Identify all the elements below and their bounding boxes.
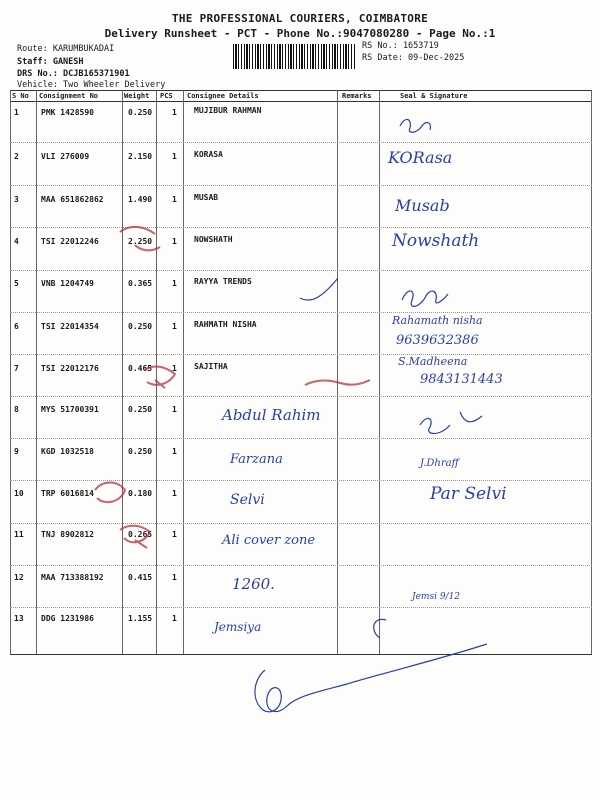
- row-1-pcs: 1: [172, 108, 177, 117]
- row-6-signature: Rahamath nisha: [392, 314, 483, 327]
- row-11-weight: 0.265: [128, 530, 153, 539]
- row-8-consignment: MYS 51700391: [41, 405, 99, 414]
- row-10-consignment: TRP 6016814: [41, 489, 94, 498]
- row-5-weight: 0.365: [128, 279, 153, 288]
- row-7-phone: 9843131443: [420, 372, 503, 387]
- row-11-pcs: 1: [172, 530, 177, 539]
- row-5-consignment: VNB 1204749: [41, 279, 94, 288]
- col-header-consignment: Consignment No: [39, 92, 99, 100]
- row-2-signature: KORasa: [388, 148, 453, 167]
- col-header-sno: S No: [12, 92, 29, 100]
- row-2-consignment: VLI 276009: [41, 152, 90, 161]
- row-9-name: Farzana: [230, 452, 283, 467]
- row-4-signature: Nowshath: [392, 231, 480, 251]
- row-8-name: Abdul Rahim: [222, 406, 321, 424]
- rs-date-label: RS Date: 09-Dec-2025: [362, 53, 465, 63]
- row-5-consignee: RAYYA TRENDS: [194, 277, 252, 286]
- row-2-consignee: KORASA: [194, 150, 223, 159]
- row-13-pcs: 1: [172, 614, 177, 623]
- row-9-consignment: KGD 1032518: [41, 447, 94, 456]
- staff-label: Staff: GANESH: [17, 57, 84, 67]
- row-12-consignment: MAA 713388192: [41, 573, 104, 582]
- row-7-consignee: SAJITHA: [194, 362, 228, 371]
- row-13-mark: Jemsi 9/12: [412, 592, 461, 602]
- runsheet-title: THE PROFESSIONAL COURIERS, COIMBATORE: [171, 12, 429, 25]
- row-8-sno: 8: [14, 405, 19, 414]
- row-2-weight: 2.150: [128, 152, 153, 161]
- row-3-sno: 3: [14, 195, 19, 204]
- row-3-signature: Musab: [395, 196, 450, 215]
- row-9-pcs: 1: [172, 447, 177, 456]
- row-4-weight: 2.250: [128, 237, 153, 246]
- row-12-name: 1260.: [232, 575, 275, 593]
- row-1-weight: 0.250: [128, 108, 153, 117]
- row-13-weight: 1.155: [128, 614, 153, 623]
- row-3-consignment: MAA 651862862: [41, 195, 104, 204]
- row-6-phone: 9639632386: [396, 333, 479, 348]
- row-2-pcs: 1: [172, 152, 177, 161]
- col-header-consignee: Consignee Details: [187, 92, 259, 100]
- row-10-sno: 10: [14, 489, 24, 498]
- row-9-signature: J.Dhraff: [420, 458, 459, 469]
- drs-label: DRS No.: DCJB165371901: [17, 69, 130, 79]
- row-1-consignment: PMK 1428590: [41, 108, 94, 117]
- row-12-pcs: 1: [172, 573, 177, 582]
- row-7-consignment: TSI 22012176: [41, 364, 99, 373]
- row-7-sno: 7: [14, 364, 19, 373]
- row-5-sno: 5: [14, 279, 19, 288]
- row-8-pcs: 1: [172, 405, 177, 414]
- row-12-sno: 12: [14, 573, 24, 582]
- row-10-pcs: 1: [172, 489, 177, 498]
- row-11-name: Ali cover zone: [222, 533, 316, 548]
- col-header-seal: Seal & Signature: [400, 92, 468, 100]
- row-1-sno: 1: [14, 108, 19, 117]
- row-13-name: Jemsiya: [214, 620, 262, 634]
- row-2-sno: 2: [14, 152, 19, 161]
- route-label: Route: KARUMBUKADAI: [17, 44, 115, 54]
- col-header-remarks: Remarks: [342, 92, 372, 100]
- col-header-weight: Weight: [124, 92, 150, 100]
- row-1-consignee: MUJIBUR RAHMAN: [194, 106, 262, 115]
- row-4-consignment: TSI 22012246: [41, 237, 99, 246]
- row-3-consignee: MUSAB: [194, 193, 219, 202]
- row-6-consignee: RAHMATH NISHA: [194, 320, 257, 329]
- row-6-weight: 0.250: [128, 322, 153, 331]
- row-3-weight: 1.490: [128, 195, 153, 204]
- row-7-signature: S.Madheena: [398, 355, 468, 368]
- row-11-sno: 11: [14, 530, 24, 539]
- row-13-sno: 13: [14, 614, 24, 623]
- row-8-weight: 0.250: [128, 405, 153, 414]
- col-header-pcs: PCS: [160, 92, 173, 100]
- vehicle-label: Vehicle: Two Wheeler Delivery: [17, 80, 166, 90]
- row-11-consignment: TNJ 8902812: [41, 530, 94, 539]
- row-10-weight: 0.180: [128, 489, 153, 498]
- row-13-consignment: DDG 1231986: [41, 614, 94, 623]
- row-9-weight: 0.250: [128, 447, 153, 456]
- row-6-sno: 6: [14, 322, 19, 331]
- row-10-name: Selvi: [230, 492, 265, 508]
- row-10-signature: Par Selvi: [430, 484, 507, 504]
- row-9-sno: 9: [14, 447, 19, 456]
- row-7-pcs: 1: [172, 364, 177, 373]
- runsheet-subtitle: Delivery Runsheet - PCT - Phone No.:9047080280 - Page No.:1: [104, 27, 496, 40]
- rs-no-label: RS No.: 1653719: [362, 41, 439, 51]
- row-6-consignment: TSI 22014354: [41, 322, 99, 331]
- row-12-weight: 0.415: [128, 573, 153, 582]
- row-5-pcs: 1: [172, 279, 177, 288]
- row-6-pcs: 1: [172, 322, 177, 331]
- row-3-pcs: 1: [172, 195, 177, 204]
- row-4-sno: 4: [14, 237, 19, 246]
- row-4-consignee: NOWSHATH: [194, 235, 233, 244]
- row-4-pcs: 1: [172, 237, 177, 246]
- row-7-weight: 0.465: [128, 364, 153, 373]
